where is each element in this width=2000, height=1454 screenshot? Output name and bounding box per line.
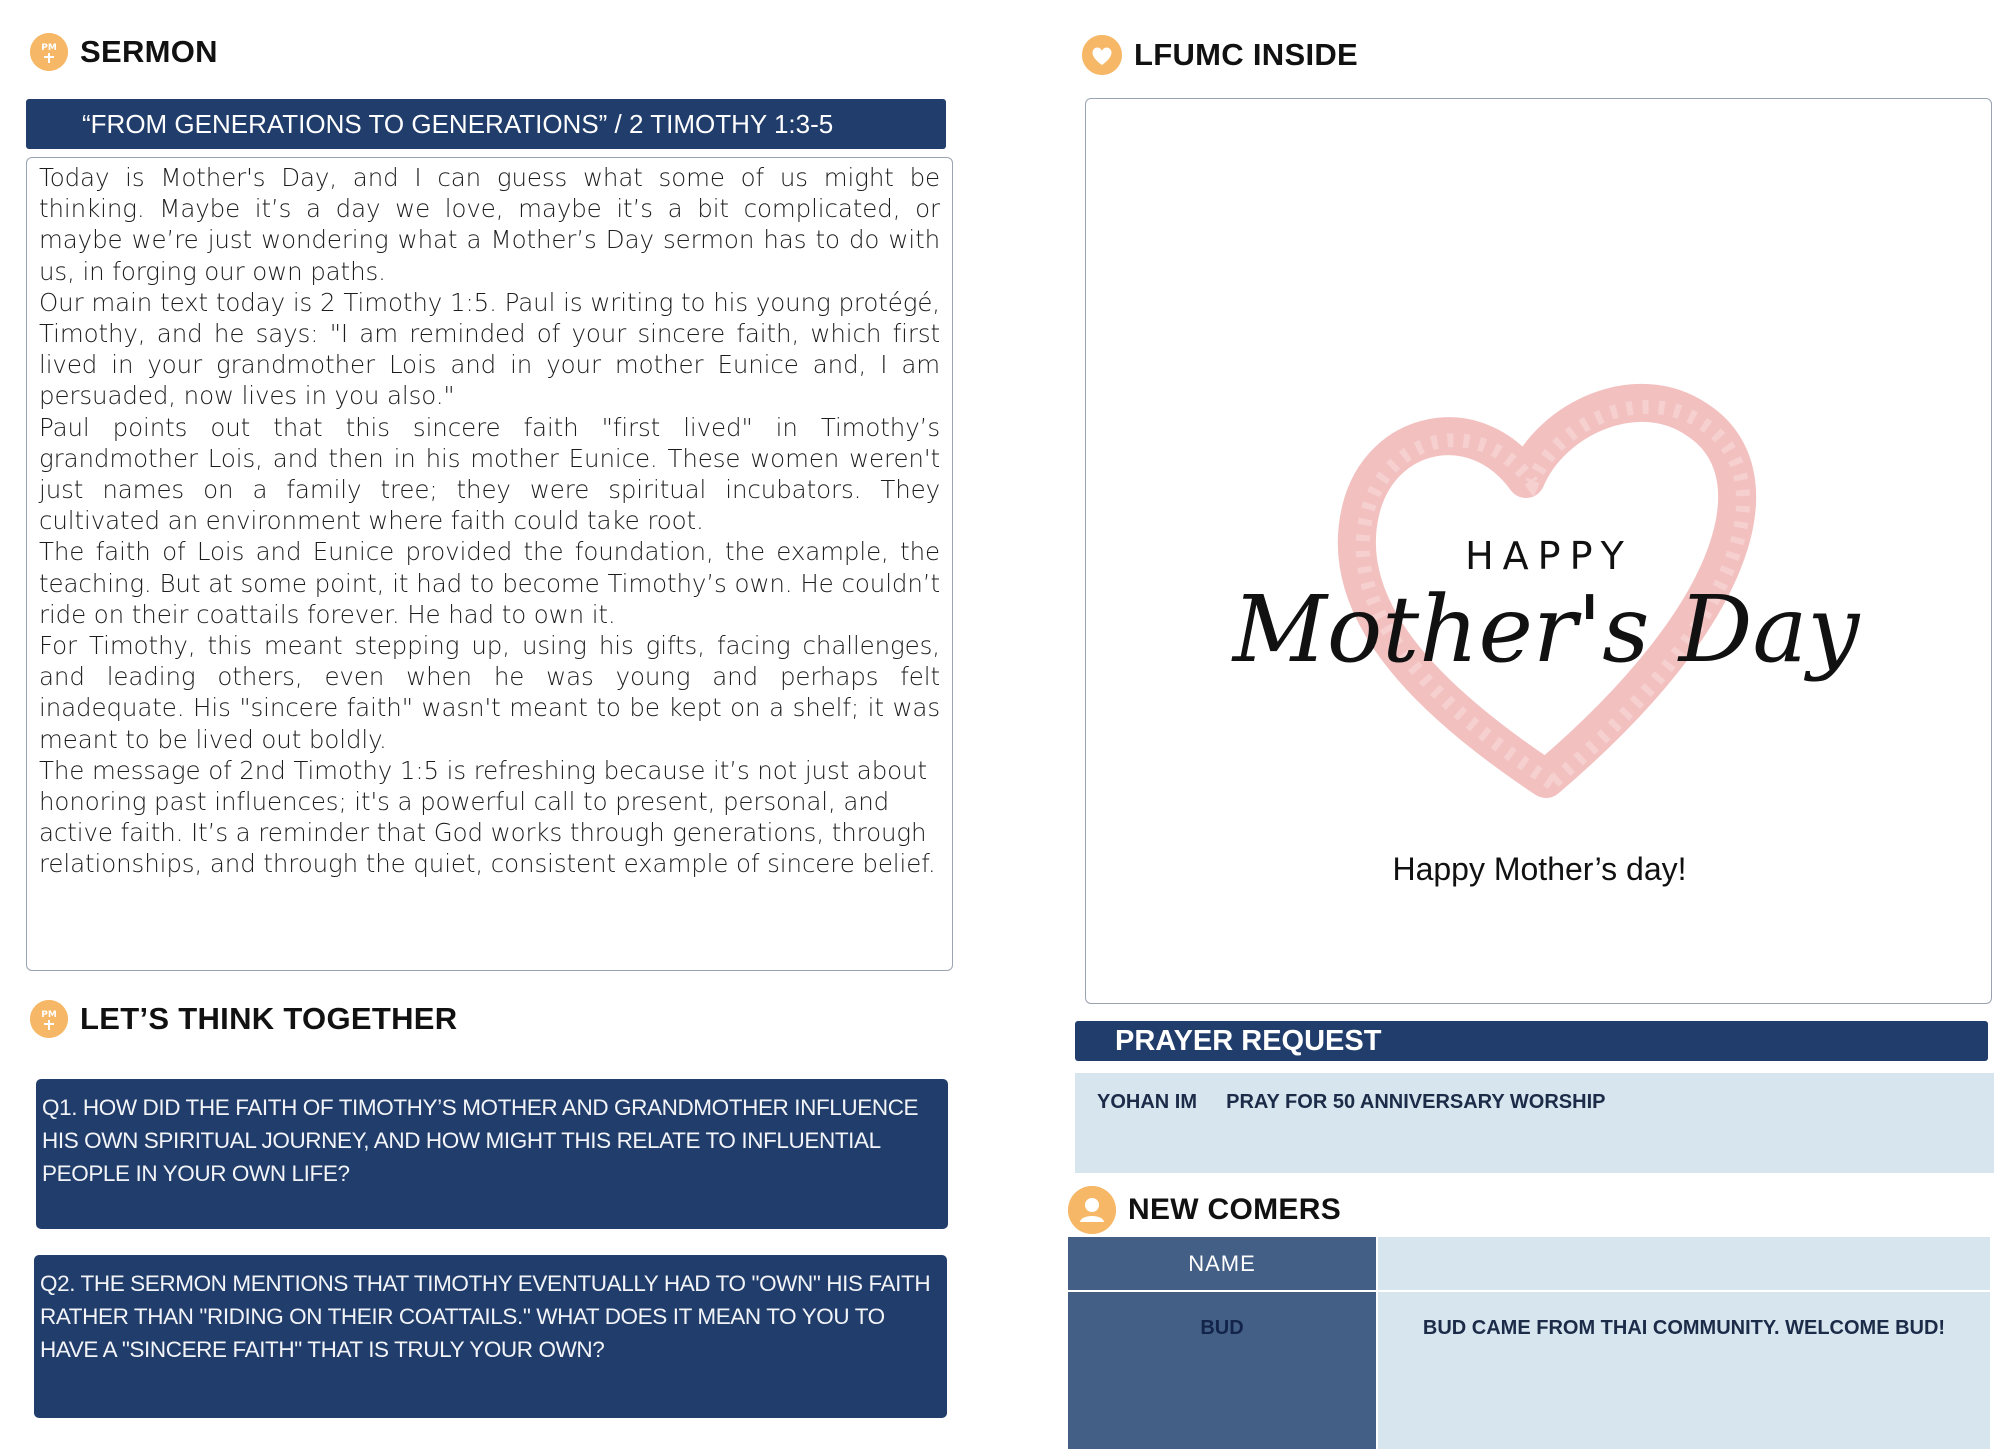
sermon-paragraph: Today is Mother's Day, and I can guess what some of us might be thinking. Maybe it’s a day we love, maybe it’s a bit complicated, or maybe we’re just wondering what a Mother’s Day sermon has to do with us, in forging our own paths. [39, 163, 940, 286]
table-row [1068, 1292, 1990, 1449]
newcomer-note: BUD CAME FROM THAI COMMUNITY. WELCOME BUD! [1378, 1292, 1990, 1449]
mothers-day-graphic [1232, 309, 1860, 819]
sermon-paragraph: The faith of Lois and Eunice provided the foundation, the example, the teaching. But at some point, it had to become Timothy’s own. He couldn’t ride on their coattails forever. He had to own it. [39, 537, 940, 629]
svg-text:PM: PM [41, 1010, 57, 1020]
prayer-request: PRAY FOR 50 ANNIVERSARY WORSHIP [1226, 1091, 1606, 1113]
newcomer-name: BUD [1068, 1292, 1376, 1449]
question-card: Q2. THE SERMON MENTIONS THAT TIMOTHY EVENTUALLY HAD TO "OWN" HIS FAITH RATHER THAN "RIDING ON THEIR COATTAILS." WHAT DOES IT MEAN TO YOU TO HAVE A "SINCERE FAITH" THAT IS TRULY YOUR OWN? [34, 1255, 947, 1418]
header-value-cell [1378, 1237, 1990, 1290]
inside-heading [1082, 35, 1358, 75]
question-card: Q1. HOW DID THE FAITH OF TIMOTHY’S MOTHER AND GRANDMOTHER INFLUENCE HIS OWN SPIRITUAL JOURNEY, AND HOW MIGHT THIS RELATE TO INFLUENTIAL PEOPLE IN YOUR OWN LIFE? [36, 1079, 948, 1229]
sermon-paragraph: Paul points out that this sincere faith "first lived" in Timothy’s grandmother Lois, and then in his mother Eunice. These women weren't just names on a family tree; they were spiritual incubators. They cultivated an environment where faith could take root. [39, 412, 940, 536]
sermon-title: SERMON [80, 34, 218, 69]
sermon-body [26, 157, 953, 971]
prayer-body [1075, 1073, 1994, 1173]
sermon-title-bar: “FROM GENERATIONS TO GENERATIONS” / 2 TIMOTHY 1:3-5 [26, 99, 946, 149]
graphic-happy-text: HAPPY [1465, 534, 1633, 578]
sermon-paragraph: The message of 2nd Timothy 1:5 is refreshing because it’s not just about honoring past influences; it's a powerful call to present, personal, and active faith. It’s a reminder that God works through generations, through relationships, and through the quiet, consistent example of sincere belief. [39, 755, 936, 879]
table-header-row [1068, 1237, 1990, 1290]
pm-logo-icon [30, 1000, 68, 1038]
name-column-header: NAME [1068, 1237, 1376, 1290]
think-heading [30, 1000, 457, 1038]
svg-text:PM: PM [41, 43, 57, 53]
newcomers-heading [1068, 1186, 1341, 1234]
pm-logo-icon [30, 33, 68, 71]
sermon-paragraph: Our main text today is 2 Timothy 1:5. Paul is writing to his young protégé, Timothy, and he says: "I am reminded of your sincere faith, which first lived in your grandmother Lois and in your mother Eunice and, I am persuaded, now lives in you also." [39, 287, 940, 411]
person-icon [1068, 1186, 1116, 1234]
think-title: LET’S THINK TOGETHER [80, 1001, 458, 1036]
heart-icon [1082, 35, 1122, 75]
newcomers-table [1068, 1237, 1990, 1449]
sermon-heading [30, 33, 218, 71]
inside-card [1085, 98, 1992, 1004]
graphic-script-text: Mother's Day [1232, 576, 1860, 683]
inside-title: LFUMC INSIDE [1134, 37, 1359, 72]
prayer-name: YOHAN IM [1097, 1091, 1197, 1113]
newcomers-title: NEW COMERS [1128, 1193, 1341, 1226]
inside-caption: Happy Mother’s day! [1392, 851, 1687, 887]
sermon-paragraph: For Timothy, this meant stepping up, using his gifts, facing challenges, and leading others, even when he was young and perhaps felt inadequate. His "sincere faith" wasn't meant to be kept on a shelf; it was meant to be lived out boldly. [39, 631, 940, 754]
prayer-title-bar: PRAYER REQUEST [1075, 1021, 1988, 1061]
